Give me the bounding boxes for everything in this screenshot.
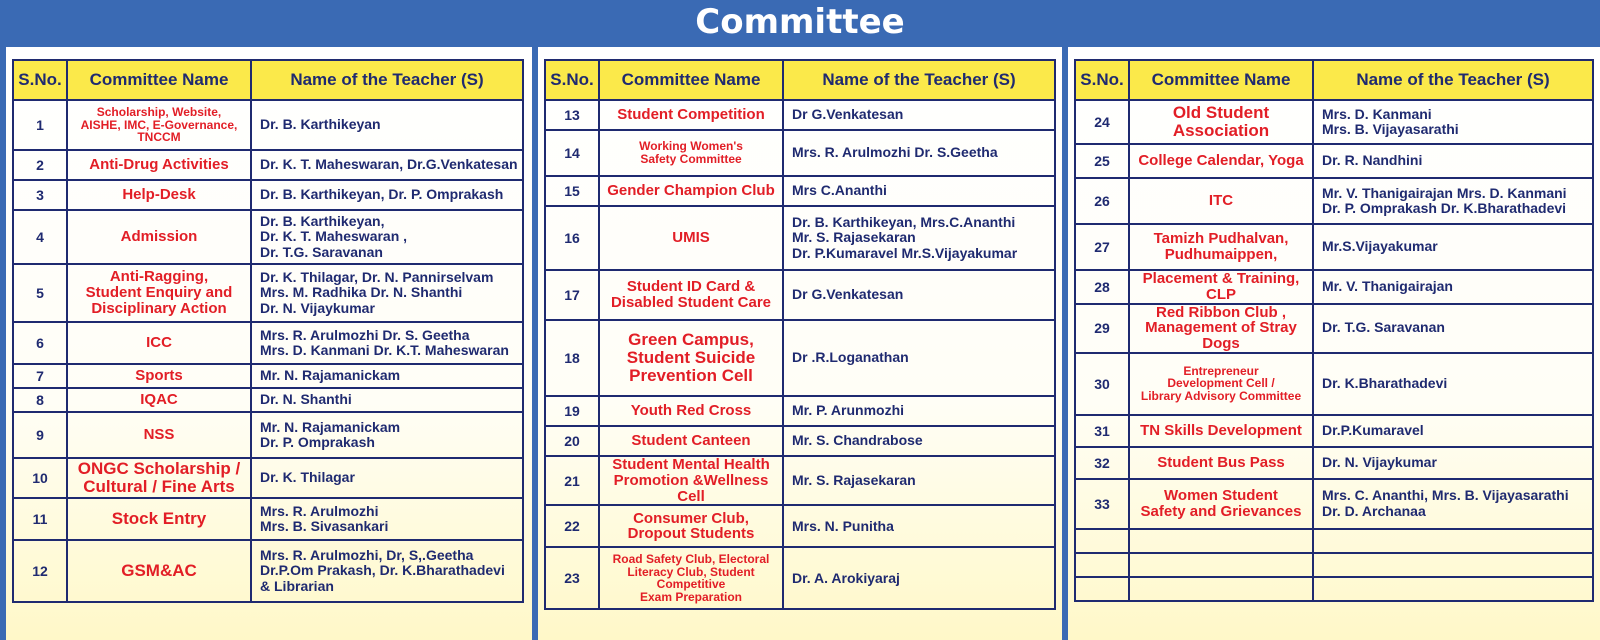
- teacher-names: Dr. K. Thilagar: [251, 458, 523, 498]
- teacher-names: [1313, 529, 1593, 553]
- committee-name: Student Canteen: [599, 426, 783, 456]
- page-title: Committee: [695, 2, 905, 42]
- teacher-names: Mrs. D. Kanmani Mrs. B. Vijayasarathi: [1313, 100, 1593, 144]
- teacher-names: Dr. B. Karthikeyan: [251, 100, 523, 150]
- teacher-names: Dr. A. Arokiyaraj: [783, 547, 1055, 609]
- table-row: [1075, 353, 1593, 415]
- committee-name: Anti-Ragging, Student Enquiry and Disciplinary Action: [67, 264, 251, 322]
- serial-number: 3: [13, 180, 67, 210]
- serial-number: 31: [1075, 415, 1129, 447]
- committee-name: IQAC: [67, 388, 251, 412]
- serial-number: 12: [13, 540, 67, 602]
- table-row: [545, 505, 1055, 547]
- committee-name: Admission: [67, 210, 251, 264]
- teacher-names: Dr. T.G. Saravanan: [1313, 304, 1593, 353]
- serial-number: 26: [1075, 178, 1129, 224]
- committee-name: Scholarship, Website, AISHE, IMC, E-Governance, TNCCM: [67, 100, 251, 150]
- committee-name: NSS: [67, 412, 251, 458]
- table-row: [1075, 100, 1593, 144]
- serial-number: 4: [13, 210, 67, 264]
- table-row: [545, 396, 1055, 426]
- table-row: [13, 150, 523, 180]
- teacher-names: Mrs. R. Arulmozhi Mrs. B. Sivasankari: [251, 498, 523, 540]
- committee-name: Women Student Safety and Grievances: [1129, 479, 1313, 529]
- committee-name: Student Bus Pass: [1129, 447, 1313, 479]
- serial-number: 16: [545, 206, 599, 270]
- table-row: [1075, 577, 1593, 601]
- serial-number: 21: [545, 456, 599, 505]
- serial-number: 14: [545, 130, 599, 176]
- committee-name: Youth Red Cross: [599, 396, 783, 426]
- serial-number: 6: [13, 322, 67, 364]
- committee-name: ICC: [67, 322, 251, 364]
- teacher-names: Dr. R. Nandhini: [1313, 144, 1593, 178]
- table-row: [545, 176, 1055, 206]
- serial-number: 22: [545, 505, 599, 547]
- teacher-names: Dr. B. Karthikeyan, Dr. P. Omprakash: [251, 180, 523, 210]
- committee-name: Stock Entry: [67, 498, 251, 540]
- serial-number: 28: [1075, 270, 1129, 304]
- table-header-row: [1075, 60, 1593, 100]
- committee-name: Consumer Club, Dropout Students: [599, 505, 783, 547]
- committee-name: Student Competition: [599, 100, 783, 130]
- table-row: [545, 320, 1055, 396]
- serial-number: 11: [13, 498, 67, 540]
- table-row: [1075, 553, 1593, 577]
- table-row: [545, 270, 1055, 320]
- serial-number: 18: [545, 320, 599, 396]
- table-row: [1075, 447, 1593, 479]
- table-row: [13, 210, 523, 264]
- table-row: [545, 130, 1055, 176]
- table-row: [1075, 224, 1593, 270]
- serial-number: 15: [545, 176, 599, 206]
- teacher-names: Dr .R.Loganathan: [783, 320, 1055, 396]
- table-row: [1075, 270, 1593, 304]
- teacher-names: Mr. S. Chandrabose: [783, 426, 1055, 456]
- serial-number: 19: [545, 396, 599, 426]
- table-row: [1075, 304, 1593, 353]
- committee-table-1: [12, 59, 524, 603]
- teacher-names: Mr. V. Thanigairajan Mrs. D. Kanmani Dr. P. Omprakash Dr. K.Bharathadevi: [1313, 178, 1593, 224]
- teacher-names: Dr. B. Karthikeyan, Dr. K. T. Maheswaran , Dr. T.G. Saravanan: [251, 210, 523, 264]
- serial-number: 13: [545, 100, 599, 130]
- serial-number: 33: [1075, 479, 1129, 529]
- serial-number: 7: [13, 364, 67, 388]
- teacher-name-header: Name of the Teacher (S): [1313, 60, 1593, 100]
- committee-name: ONGC Scholarship / Cultural / Fine Arts: [67, 458, 251, 498]
- sno-header: S.No.: [13, 60, 67, 100]
- teacher-names: Dr. K. T. Maheswaran, Dr.G.Venkatesan: [251, 150, 523, 180]
- committee-name: Green Campus, Student Suicide Prevention Cell: [599, 320, 783, 396]
- committee-name: Sports: [67, 364, 251, 388]
- sno-header: S.No.: [1075, 60, 1129, 100]
- teacher-names: Mr. N. Rajamanickam: [251, 364, 523, 388]
- serial-number: [1075, 529, 1129, 553]
- committee-panel-2: [538, 47, 1062, 640]
- teacher-name-header: Name of the Teacher (S): [783, 60, 1055, 100]
- table-row: [13, 458, 523, 498]
- committee-name: Gender Champion Club: [599, 176, 783, 206]
- committee-name: Student ID Card & Disabled Student Care: [599, 270, 783, 320]
- teacher-names: Mrs. N. Punitha: [783, 505, 1055, 547]
- table-row: [1075, 415, 1593, 447]
- committee-name: Working Women's Safety Committee: [599, 130, 783, 176]
- committee-name: [1129, 553, 1313, 577]
- committee-name-header: Committee Name: [1129, 60, 1313, 100]
- teacher-names: Mr. P. Arunmozhi: [783, 396, 1055, 426]
- serial-number: 9: [13, 412, 67, 458]
- teacher-names: Mr.S.Vijayakumar: [1313, 224, 1593, 270]
- table-row: [13, 322, 523, 364]
- serial-number: 17: [545, 270, 599, 320]
- teacher-names: Dr G.Venkatesan: [783, 100, 1055, 130]
- serial-number: 30: [1075, 353, 1129, 415]
- committee-name-header: Committee Name: [67, 60, 251, 100]
- table-row: [13, 364, 523, 388]
- table-row: [13, 180, 523, 210]
- committee-name: Red Ribbon Club , Management of Stray Dogs: [1129, 304, 1313, 353]
- teacher-names: Dr. B. Karthikeyan, Mrs.C.Ananthi Mr. S. Rajasekaran Dr. P.Kumaravel Mr.S.Vijayakumar: [783, 206, 1055, 270]
- committee-panel-3: [1068, 47, 1600, 640]
- table-row: [13, 412, 523, 458]
- committee-name: [1129, 529, 1313, 553]
- committee-name: Entrepreneur Development Cell / Library Advisory Committee: [1129, 353, 1313, 415]
- committee-name: Road Safety Club, Electoral Literacy Club, Student Competitive Exam Preparation: [599, 547, 783, 609]
- committee-name: Anti-Drug Activities: [67, 150, 251, 180]
- serial-number: 29: [1075, 304, 1129, 353]
- committee-name: TN Skills Development: [1129, 415, 1313, 447]
- serial-number: 27: [1075, 224, 1129, 270]
- table-row: [545, 426, 1055, 456]
- serial-number: 25: [1075, 144, 1129, 178]
- table-row: [13, 264, 523, 322]
- teacher-name-header: Name of the Teacher (S): [251, 60, 523, 100]
- committee-table-3: [1074, 59, 1594, 602]
- committee-table-2: [544, 59, 1056, 610]
- teacher-names: Dr. N. Shanthi: [251, 388, 523, 412]
- teacher-names: Dr G.Venkatesan: [783, 270, 1055, 320]
- serial-number: 32: [1075, 447, 1129, 479]
- table-header-row: [545, 60, 1055, 100]
- table-row: [545, 547, 1055, 609]
- serial-number: 23: [545, 547, 599, 609]
- table-row: [545, 456, 1055, 505]
- committee-name: [1129, 577, 1313, 601]
- table-row: [13, 540, 523, 602]
- committee-name: ITC: [1129, 178, 1313, 224]
- teacher-names: Mr. S. Rajasekaran: [783, 456, 1055, 505]
- committee-name: UMIS: [599, 206, 783, 270]
- committee-panel-1: [6, 47, 532, 640]
- table-row: [545, 100, 1055, 130]
- table-row: [13, 388, 523, 412]
- serial-number: 20: [545, 426, 599, 456]
- serial-number: 2: [13, 150, 67, 180]
- serial-number: [1075, 577, 1129, 601]
- committee-name: College Calendar, Yoga: [1129, 144, 1313, 178]
- table-row: [1075, 178, 1593, 224]
- teacher-names: Dr. N. Vijaykumar: [1313, 447, 1593, 479]
- teacher-names: Mrs. C. Ananthi, Mrs. B. Vijayasarathi Dr. D. Archanaa: [1313, 479, 1593, 529]
- table-header-row: [13, 60, 523, 100]
- committee-name: Student Mental Health Promotion &Wellness Cell: [599, 456, 783, 505]
- committee-name: Placement & Training, CLP: [1129, 270, 1313, 304]
- teacher-names: Mrs. R. Arulmozhi Dr. S. Geetha Mrs. D. Kanmani Dr. K.T. Maheswaran: [251, 322, 523, 364]
- serial-number: 24: [1075, 100, 1129, 144]
- table-row: [1075, 144, 1593, 178]
- table-row: [13, 498, 523, 540]
- teacher-names: Dr. K. Thilagar, Dr. N. Pannirselvam Mrs. M. Radhika Dr. N. Shanthi Dr. N. Vijaykumar: [251, 264, 523, 322]
- teacher-names: Dr.P.Kumaravel: [1313, 415, 1593, 447]
- teacher-names: Mrs C.Ananthi: [783, 176, 1055, 206]
- serial-number: 1: [13, 100, 67, 150]
- committee-name-header: Committee Name: [599, 60, 783, 100]
- serial-number: 5: [13, 264, 67, 322]
- teacher-names: [1313, 577, 1593, 601]
- teacher-names: Dr. K.Bharathadevi: [1313, 353, 1593, 415]
- sno-header: S.No.: [545, 60, 599, 100]
- teacher-names: Mr. V. Thanigairajan: [1313, 270, 1593, 304]
- committee-name: Old Student Association: [1129, 100, 1313, 144]
- teacher-names: [1313, 553, 1593, 577]
- teacher-names: Mrs. R. Arulmozhi Dr. S.Geetha: [783, 130, 1055, 176]
- table-row: [1075, 529, 1593, 553]
- committee-name: Tamizh Pudhalvan, Pudhumaippen,: [1129, 224, 1313, 270]
- serial-number: [1075, 553, 1129, 577]
- teacher-names: Mrs. R. Arulmozhi, Dr, S,.Geetha Dr.P.Om Prakash, Dr. K.Bharathadevi & Librarian: [251, 540, 523, 602]
- serial-number: 10: [13, 458, 67, 498]
- table-row: [1075, 479, 1593, 529]
- committee-name: Help-Desk: [67, 180, 251, 210]
- table-row: [545, 206, 1055, 270]
- committee-name: GSM&AC: [67, 540, 251, 602]
- serial-number: 8: [13, 388, 67, 412]
- teacher-names: Mr. N. Rajamanickam Dr. P. Omprakash: [251, 412, 523, 458]
- table-row: [13, 100, 523, 150]
